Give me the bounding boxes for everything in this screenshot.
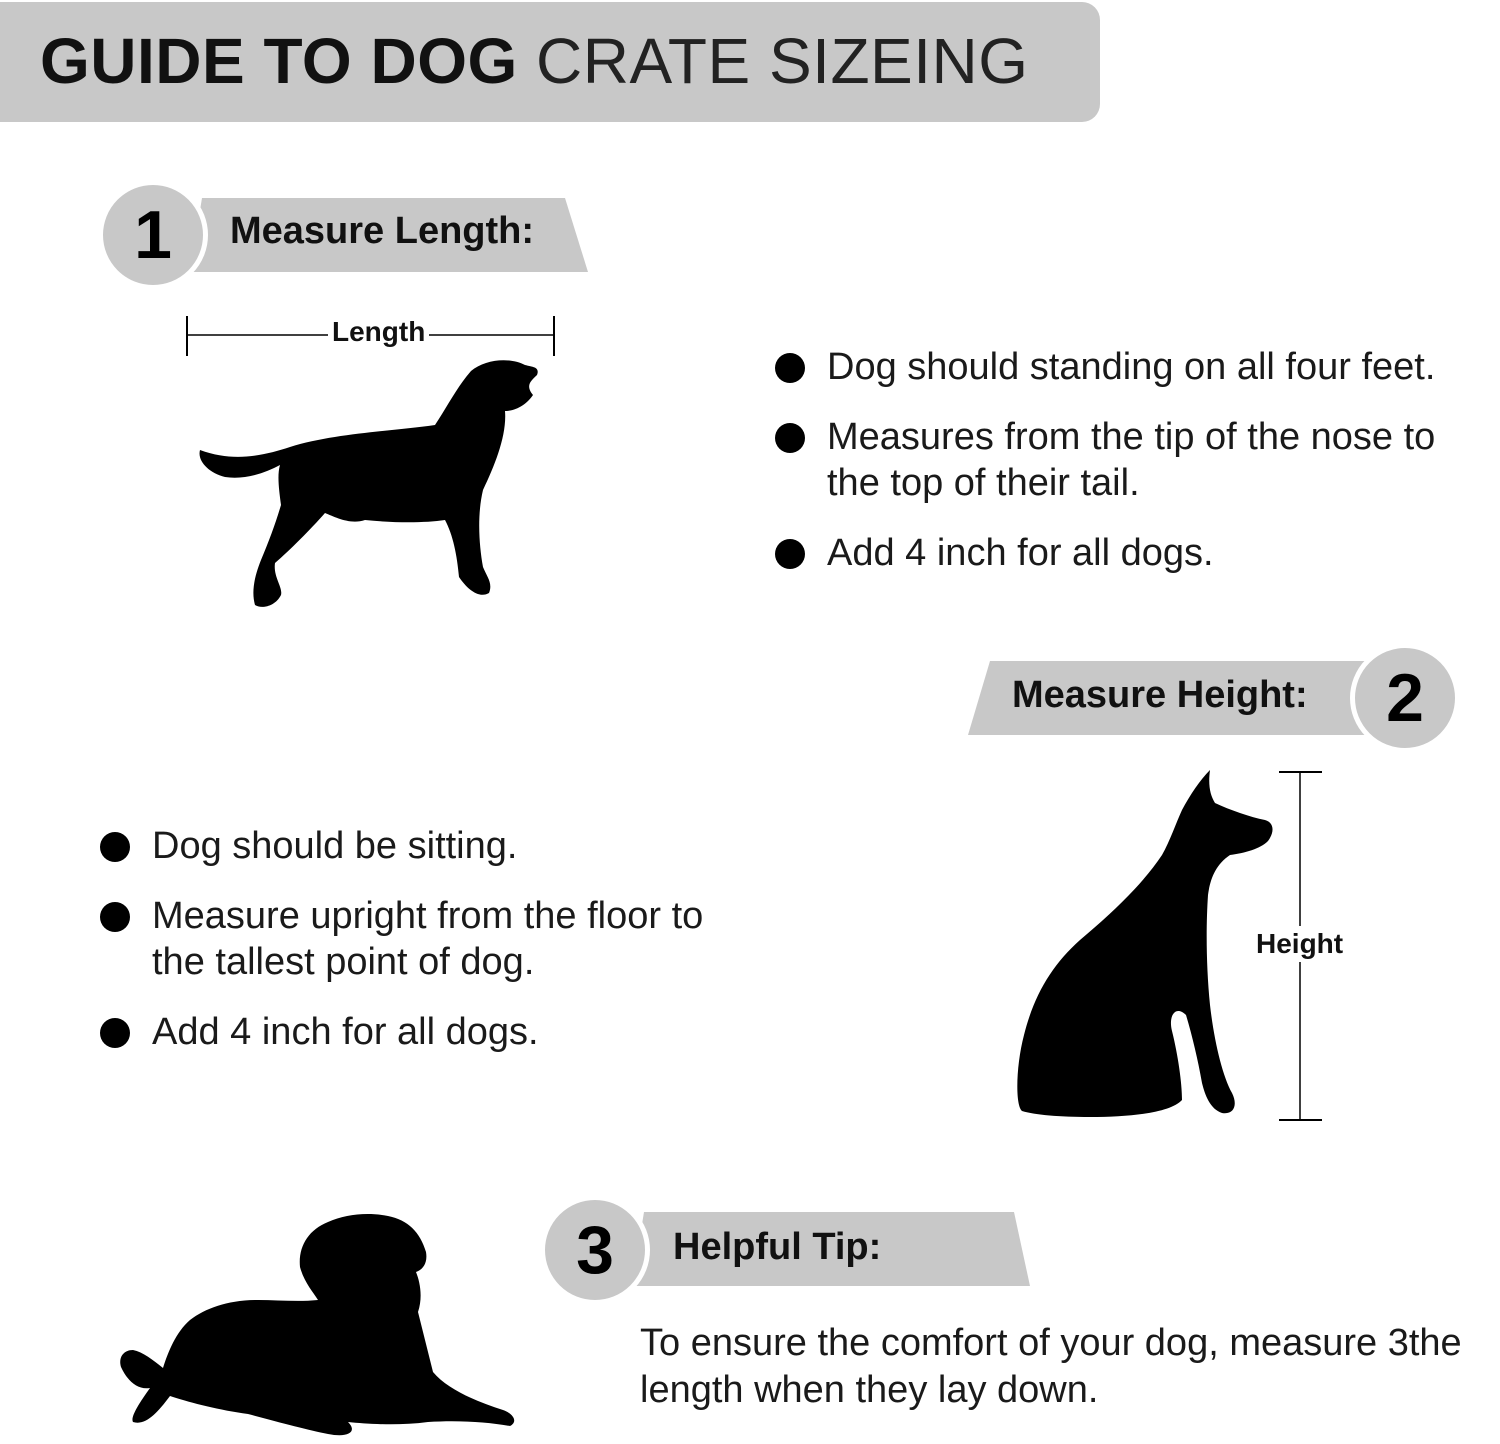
- lying-dog-icon: [118, 1212, 518, 1444]
- step2-label: Measure Height:: [1012, 674, 1308, 716]
- page-title: [40, 26, 1029, 96]
- height-label: Height: [1254, 926, 1345, 962]
- step1-bullet-1: Dog should standing on all four feet.: [775, 344, 1500, 390]
- bullet-dot-icon: [775, 539, 805, 569]
- step1-label: Measure Length:: [230, 210, 535, 252]
- step2-bullet-3: Add 4 inch for all dogs.: [100, 1009, 780, 1055]
- step1-bullet-2: Measures from the tip of the nose to the top of their tail.: [775, 414, 1467, 506]
- step2-bullet-list: [100, 823, 780, 1079]
- step3-number-badge: [540, 1195, 650, 1305]
- step1-bullet-list: [775, 344, 1500, 600]
- bullet-dot-icon: [775, 353, 805, 383]
- step1-bullet-3: Add 4 inch for all dogs.: [775, 530, 1500, 576]
- standing-dog-icon: [195, 355, 545, 615]
- step3-number: 3: [576, 1212, 614, 1288]
- bullet-dot-icon: [775, 423, 805, 453]
- bullet-dot-icon: [100, 832, 130, 862]
- title-bold-part: GUIDE TO DOG: [40, 25, 518, 97]
- helpful-tip-text: To ensure the comfort of your dog, measure 3the length when they lay down.: [640, 1322, 1462, 1411]
- bullet-dot-icon: [100, 902, 130, 932]
- sitting-dog-icon: [1010, 765, 1280, 1120]
- bullet-dot-icon: [100, 1018, 130, 1048]
- step1-number: 1: [134, 197, 172, 273]
- step1-number-badge: [98, 180, 208, 290]
- length-label: Length: [328, 316, 429, 348]
- title-light-part: CRATE SIZEING: [536, 25, 1029, 97]
- step2-number: 2: [1386, 660, 1424, 736]
- step2-bullet-2: Measure upright from the floor to the tallest point of dog.: [100, 893, 732, 985]
- step2-number-badge: [1350, 643, 1460, 753]
- step3-label: Helpful Tip:: [673, 1226, 882, 1268]
- step2-bullet-1: Dog should be sitting.: [100, 823, 780, 869]
